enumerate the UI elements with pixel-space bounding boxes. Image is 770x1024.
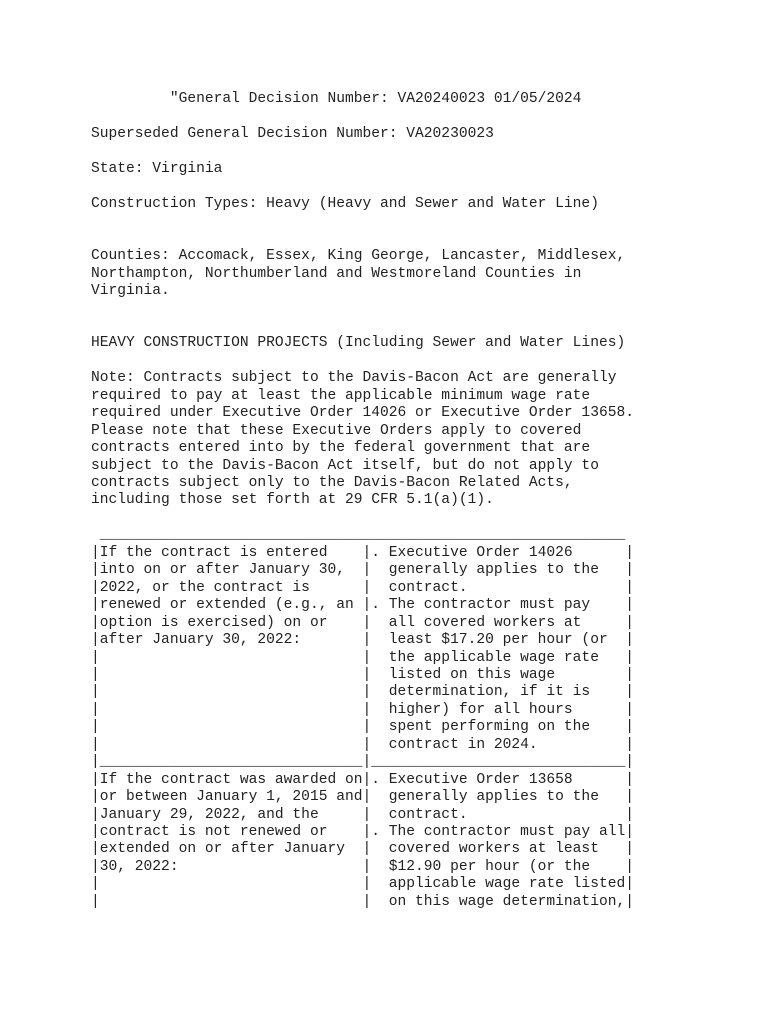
wage-table-line: |into on or after January 30, | generally applies to the | [91,562,634,579]
wage-table-line: | | determination, if it is | [91,684,634,701]
wage-table-line: |If the contract is entered |. Executive Order 14026 | [91,544,634,561]
counties-line: Counties: Accomack, Essex, King George, Lancaster, Middlesex, [91,248,626,265]
wage-table-line: |______________________________|_____________________________| [91,754,634,771]
wage-table-line: |contract is not renewed or |. The contractor must pay all| [91,824,634,841]
document-text [91,91,634,911]
note-line: including those set forth at 29 CFR 5.1(a)(1). [91,492,494,509]
wage-table-line: | | listed on this wage | [91,666,634,683]
wage-table-line: |or between January 1, 2015 and| generally applies to the | [91,789,634,806]
wage-table-line: |after January 30, 2022: | least $17.20 per hour (or | [91,632,634,649]
note-line: subject to the Davis-Bacon Act itself, but do not apply to [91,457,599,474]
construction-types-line: Construction Types: Heavy (Heavy and Sewer and Water Line) [91,195,599,212]
note-line: required under Executive Order 14026 or Executive Order 13658. [91,405,634,422]
note-line: Please note that these Executive Orders apply to covered [91,422,582,439]
wage-table-line: ____________________________________________________________ [91,527,626,544]
state-line: State: Virginia [91,160,223,177]
note-line: required to pay at least the applicable minimum wage rate [91,387,591,404]
counties-line: Northampton, Northumberland and Westmoreland Counties in [91,265,582,282]
wage-table-line: |option is exercised) on or | all covered workers at | [91,614,634,631]
superseded-decision-number: Superseded General Decision Number: VA20230023 [91,125,494,142]
wage-table-line: |extended on or after January | covered workers at least | [91,841,634,858]
wage-table-line: |30, 2022: | $12.90 per hour (or the | [91,858,634,875]
wage-table-line: |If the contract was awarded on|. Executive Order 13658 | [91,771,634,788]
wage-table-line: | | applicable wage rate listed| [91,876,634,893]
wage-table-line: | | the applicable wage rate | [91,649,634,666]
general-decision-number: "General Decision Number: VA20240023 01/05/2024 [91,91,582,107]
wage-table-line: | | contract in 2024. | [91,736,634,753]
wage-table-line: | | on this wage determination,| [91,893,634,910]
note-line: Note: Contracts subject to the Davis-Bacon Act are generally [91,370,617,387]
section-heading: HEAVY CONSTRUCTION PROJECTS (Including Sewer and Water Lines) [91,335,626,352]
wage-table-line: |January 29, 2022, and the | contract. | [91,806,634,823]
note-line: contracts entered into by the federal government that are [91,440,591,457]
note-line: contracts subject only to the Davis-Bacon Related Acts, [91,474,573,491]
wage-table-line: |renewed or extended (e.g., an |. The contractor must pay | [91,597,634,614]
wage-table-line: | | higher) for all hours | [91,701,634,718]
wage-table-line: | | spent performing on the | [91,719,634,736]
counties-line: Virginia. [91,282,170,299]
wage-table-line: |2022, or the contract is | contract. | [91,579,634,596]
